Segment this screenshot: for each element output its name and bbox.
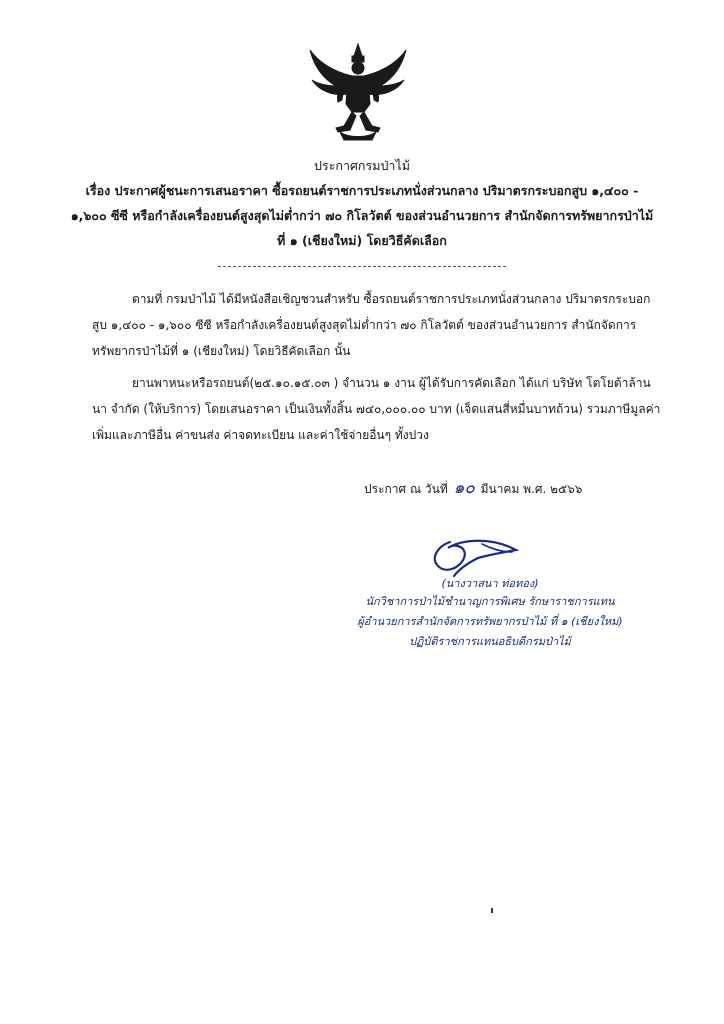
title-line-2: ๑,๖๐๐ ซีซี หรือกำลังเครื่องยนต์สูงสุดไม่ต่ำกว่า ๗๐ กิโลวัตต์ ของส่วนอำนวยการ สำนักจัดการทรัพยากรป่าไม้ [70,208,654,223]
paragraph-1-line-2: สูบ ๑,๔๐๐ - ๑,๖๐๐ ซีซี หรือกำลังเครื่องยนต์สูงสุดไม่ต่ำกว่า ๗๐ กิโลวัตต์ ของส่วนอำนวยการ สำนักจัดการ [92,318,637,332]
scan-mark [491,908,493,913]
garuda-emblem [306,42,410,142]
paragraph-1-line-3: ทรัพยากรป่าไม้ที่ ๑ (เชียงใหม่) โดยวิธีคัดเลือก นั้น [92,344,351,358]
paragraph-2-line-1: ยานพาหนะหรือรถยนต์(๒๕.๑๐.๑๕.๐๓ ) จำนวน ๑ งาน ผู้ได้รับการคัดเลือก ได้แก่ บริษัท โตโยต้าล้าน [132,376,651,390]
announcement-month-year: มีนาคม พ.ศ. ๒๕๖๖ [480,482,583,496]
signatory-position-2: ผู้อำนวยการสำนักจัดการทรัพยากรป่าไม้ ที่ ๑ (เชียงใหม่) [357,615,623,628]
handwritten-signature [420,522,530,580]
paragraph-1-line-1: ตามที่ กรมป่าไม้ ได้มีหนังสือเชิญชวนสำหรับ ซื้อรถยนต์ราชการประเภทนั่งส่วนกลาง ปริมาตรกระบอก [132,292,651,306]
signatory-position-3: ปฏิบัติราชการแทนอธิบดีกรมป่าไม้ [409,635,571,648]
announcement-prefix: ประกาศ ณ วันที่ [364,482,448,496]
office-heading: ประกาศกรมป่าไม้ [314,158,410,173]
title-line-1: เรื่อง ประกาศผู้ชนะการเสนอราคา ซื้อรถยนต์ราชการประเภทนั่งส่วนกลาง ปริมาตรกระบอกสูบ ๑,๔๐๐ - [85,183,639,198]
separator-line [218,266,506,267]
announcement-day: ๑๐ [453,478,475,498]
signatory-name: (นางวาสนา ท่อทอง) [441,577,539,590]
title-line-3: ที่ ๑ (เชียงใหม่) โดยวิธีคัดเลือก [277,233,447,248]
paragraph-2-line-2: นา จำกัด (ให้บริการ) โดยเสนอราคา เป็นเงินทั้งสิ้น ๗๔๐,๐๐๐.๐๐ บาท (เจ็ดแสนสี่หมื่นบาทถ้วน) รวมภาษีมูลค่า [92,402,661,416]
announcement-date [364,474,582,501]
signatory-position-1: นักวิชาการป่าไม้ชำนาญการพิเศษ รักษาราชการแทน [365,595,615,608]
paragraph-2-line-3: เพิ่มและภาษีอื่น ค่าขนส่ง ค่าจดทะเบียน และค่าใช้จ่ายอื่นๆ ทั้งปวง [92,428,429,442]
